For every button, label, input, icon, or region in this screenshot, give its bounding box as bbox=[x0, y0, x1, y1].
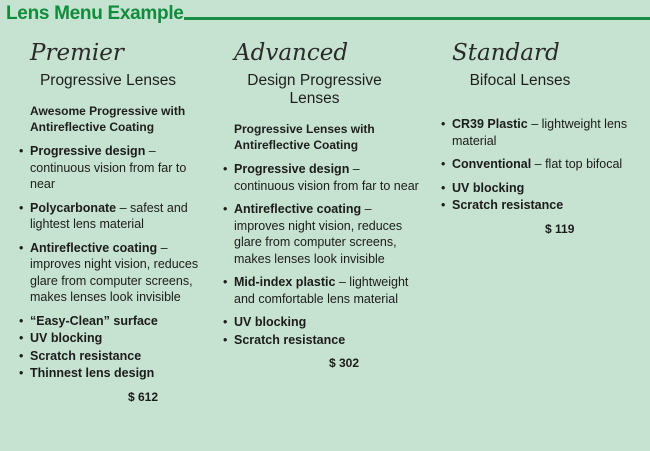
feature-list bbox=[440, 116, 640, 214]
title-rule bbox=[184, 17, 650, 20]
bullet-icon: • bbox=[19, 240, 24, 255]
bullet-icon: • bbox=[441, 157, 446, 171]
tier-name: Advanced bbox=[234, 40, 349, 66]
feature-description: – continuous vision from far to near bbox=[234, 162, 419, 193]
feature-item bbox=[440, 156, 640, 173]
feature-name: Scratch resistance bbox=[234, 332, 346, 347]
feature-item bbox=[18, 200, 208, 233]
feature-name: Scratch resistance bbox=[452, 198, 564, 212]
bullet-icon: • bbox=[223, 332, 228, 347]
package-subtitle: Progressive Lenses with Antireflective Coating bbox=[234, 122, 375, 152]
feature-item bbox=[18, 313, 208, 330]
feature-item bbox=[222, 274, 422, 307]
bullet-icon: • bbox=[19, 348, 24, 363]
tier-name: Standard bbox=[452, 40, 560, 66]
feature-name: Antireflective coating bbox=[30, 240, 158, 255]
feature-item bbox=[18, 365, 208, 382]
feature-name: Progressive design bbox=[30, 144, 146, 158]
feature-item bbox=[18, 240, 208, 306]
feature-name: CR39 Plastic bbox=[452, 117, 528, 131]
package-subtitle: Awesome Progressive with Antireflective Coating bbox=[30, 104, 186, 134]
feature-item bbox=[222, 161, 422, 194]
price: $ 119 bbox=[545, 221, 575, 236]
feature-name: Thinnest lens design bbox=[30, 366, 155, 380]
feature-description: – continuous vision from far to near bbox=[30, 144, 187, 191]
feature-name: UV blocking bbox=[234, 315, 307, 329]
feature-list bbox=[18, 143, 208, 382]
feature-name: Scratch resistance bbox=[30, 348, 142, 363]
feature-item bbox=[18, 348, 208, 365]
feature-name: “Easy-Clean” surface bbox=[30, 313, 158, 328]
bullet-icon: • bbox=[223, 275, 228, 289]
bullet-icon: • bbox=[223, 162, 228, 176]
feature-name: Antireflective coating bbox=[234, 202, 362, 216]
bullet-icon: • bbox=[19, 313, 24, 328]
feature-item bbox=[18, 330, 208, 347]
feature-item bbox=[222, 314, 422, 331]
bullet-icon: • bbox=[441, 198, 446, 212]
feature-item bbox=[440, 116, 640, 149]
feature-description: – lightweight lens material bbox=[452, 117, 628, 148]
lens-heading: Design Progressive Lenses bbox=[247, 72, 382, 107]
tier-name: Premier bbox=[30, 40, 124, 66]
feature-description: – improves night vision, reduces glare from computer screens, makes lenses look invisible bbox=[30, 240, 199, 304]
feature-name: UV blocking bbox=[452, 180, 525, 195]
feature-description: – improves night vision, reduces glare from computer screens, makes lenses look invisible bbox=[234, 202, 403, 266]
feature-description: – safest and lightest lens material bbox=[30, 200, 188, 231]
price: $ 612 bbox=[128, 389, 159, 404]
feature-name: Progressive design bbox=[234, 162, 350, 176]
feature-description: – flat top bifocal bbox=[531, 157, 623, 171]
feature-description: – lightweight and comfortable lens material bbox=[234, 275, 409, 306]
bullet-icon: • bbox=[223, 202, 228, 216]
bullet-icon: • bbox=[19, 331, 24, 345]
bullet-icon: • bbox=[19, 366, 24, 380]
bullet-icon: • bbox=[441, 117, 446, 131]
page-title: Lens Menu Example bbox=[6, 3, 184, 24]
bullet-icon: • bbox=[19, 144, 24, 158]
lens-heading: Progressive Lenses bbox=[39, 72, 177, 89]
feature-item bbox=[222, 332, 422, 349]
price: $ 302 bbox=[329, 356, 360, 370]
bullet-icon: • bbox=[441, 180, 446, 195]
feature-item bbox=[18, 143, 208, 193]
feature-item bbox=[222, 201, 422, 267]
feature-item bbox=[440, 197, 640, 214]
feature-item bbox=[440, 180, 640, 197]
feature-name: UV blocking bbox=[30, 331, 103, 345]
column-advanced bbox=[222, 38, 422, 370]
column-premier bbox=[18, 38, 208, 404]
feature-name: Mid-index plastic bbox=[234, 275, 336, 289]
feature-list bbox=[222, 161, 422, 348]
feature-name: Polycarbonate bbox=[30, 200, 117, 215]
column-standard bbox=[440, 38, 640, 236]
bullet-icon: • bbox=[223, 315, 228, 329]
feature-name: Conventional bbox=[452, 157, 532, 171]
lens-heading: Bifocal Lenses bbox=[469, 72, 571, 89]
bullet-icon: • bbox=[19, 200, 24, 215]
